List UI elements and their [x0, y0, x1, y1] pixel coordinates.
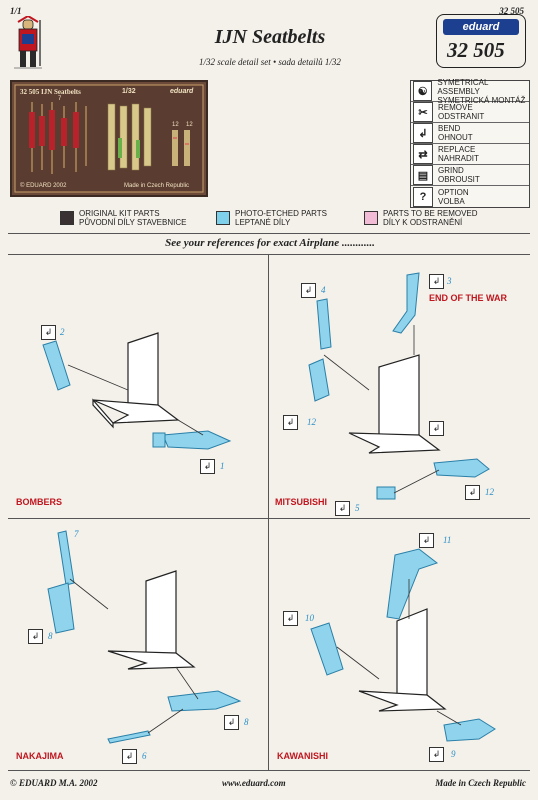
- sheet-code: 32 505: [499, 6, 524, 16]
- bend-step-icon: ↲: [429, 274, 444, 289]
- fret-title: 32 505 IJN Seatbelts: [20, 88, 81, 96]
- part-number: 8: [244, 717, 249, 727]
- bend-step-icon: ↲: [301, 283, 316, 298]
- legend-label: REMOVE: [438, 103, 473, 112]
- color-key: [60, 209, 520, 231]
- page-title: IJN Seatbelts: [214, 26, 326, 48]
- bend-icon: ↲: [413, 123, 433, 143]
- fret-number: 12: [172, 122, 179, 128]
- legend-label: ODSTRANIT: [438, 112, 485, 121]
- legend-label: OHNOUT: [438, 133, 473, 142]
- key-label: DÍLY K ODSTRANĚNÍ: [383, 218, 463, 227]
- fret-number: 12: [186, 122, 193, 128]
- bend-step-icon: ↲: [200, 459, 215, 474]
- part-number: 6: [142, 751, 147, 761]
- part-number: 5: [355, 503, 360, 513]
- brand-box: [436, 14, 526, 68]
- bend-step-icon: ↲: [335, 501, 350, 516]
- bend-step-icon: ↲: [224, 715, 239, 730]
- legend-label: OBROUSIT: [438, 175, 480, 184]
- footer-made-in: Made in Czech Republic: [435, 778, 526, 788]
- part-number: 2: [60, 327, 65, 337]
- legend-row: [411, 123, 529, 144]
- part-number: 3: [447, 276, 452, 286]
- panel-label: BOMBERS: [16, 497, 63, 507]
- part-number: 10: [305, 613, 314, 623]
- legend-label: VOLBA: [438, 196, 465, 206]
- panel-label: MITSUBISHI: [275, 497, 328, 507]
- key-label: PHOTO-ETCHED PARTS: [235, 209, 328, 218]
- remove-icon: ✂: [413, 102, 433, 122]
- fret-illustration: [12, 82, 206, 195]
- legend-label: GRIND: [438, 166, 464, 175]
- symmetrical-assembly-icon: ☯: [413, 81, 432, 101]
- panel-nakajima: [8, 519, 268, 769]
- key-original-parts: [60, 209, 186, 227]
- fret-brand: eduard: [170, 88, 194, 95]
- product-number: 32 505: [447, 38, 505, 62]
- bend-step-icon: ↲: [283, 415, 298, 430]
- key-label: LEPTANÉ DÍLY: [235, 218, 291, 227]
- samurai-mascot-icon: [10, 16, 46, 72]
- key-label: PŮVODNÍ DÍLY STAVEBNICE: [79, 218, 187, 227]
- panel-bombers: [8, 255, 268, 517]
- symbol-legend: [410, 77, 530, 208]
- sheet-number: 1/1: [10, 6, 22, 16]
- panel-mitsubishi: [269, 255, 530, 517]
- photo-etched-swatch: [216, 211, 230, 225]
- legend-label: OPTION: [438, 187, 469, 197]
- nakajima-diagram: [8, 519, 268, 769]
- fret-number: 7: [58, 96, 62, 102]
- footer-copyright: © EDUARD M.A. 2002: [10, 778, 98, 788]
- bend-step-icon: ↲: [429, 421, 444, 436]
- legend-label: BEND: [438, 124, 461, 133]
- bend-step-icon: ↲: [283, 611, 298, 626]
- bend-step-icon: ↲: [122, 749, 137, 764]
- part-number: 1: [220, 461, 225, 471]
- bend-step-icon: ↲: [465, 485, 480, 500]
- part-number: 8: [48, 631, 53, 641]
- footer-website[interactable]: www.eduard.com: [222, 778, 286, 788]
- key-label: ORIGINAL KIT PARTS: [79, 209, 160, 218]
- bend-step-icon: ↲: [429, 747, 444, 762]
- references-note: See your references for exact Airplane ............: [165, 237, 375, 249]
- panel-label: KAWANISHI: [277, 751, 329, 761]
- legend-label: REPLACE: [438, 145, 476, 154]
- legend-row: [411, 144, 529, 165]
- part-number: 11: [443, 535, 452, 545]
- end-of-war-note: END OF THE WAR: [429, 293, 507, 303]
- fret-scale: 1/32: [122, 88, 136, 95]
- kawanishi-diagram: [269, 519, 530, 769]
- eduard-logo: eduard: [443, 19, 519, 35]
- legend-row: [411, 186, 529, 207]
- panel-kawanishi: [269, 519, 530, 769]
- divider: [8, 233, 530, 234]
- option-icon: ?: [413, 187, 433, 207]
- fret-copyright: © EDUARD 2002: [20, 183, 67, 189]
- fret-made-in: Made in Czech Republic: [124, 183, 190, 189]
- legend-label: SYMETRICKÁ MONTÁŽ: [437, 95, 526, 105]
- key-photo-etched-parts: [216, 209, 327, 227]
- part-number: 12: [485, 487, 494, 497]
- remove-parts-swatch: [364, 211, 378, 225]
- legend-row: [411, 102, 529, 123]
- key-parts-to-remove: [364, 209, 478, 227]
- part-number: 12: [307, 417, 316, 427]
- part-number: 9: [451, 749, 456, 759]
- photo-etch-fret-photo: [10, 80, 208, 197]
- legend-label: SYMETRICAL ASSEMBLY: [437, 77, 489, 96]
- bend-step-icon: ↲: [28, 629, 43, 644]
- replace-icon: ⇄: [413, 144, 433, 164]
- original-parts-swatch: [60, 211, 74, 225]
- bend-step-icon: ↲: [419, 533, 434, 548]
- divider: [8, 770, 530, 771]
- legend-row: [411, 77, 529, 105]
- key-label: PARTS TO BE REMOVED: [383, 209, 478, 218]
- part-number: 4: [321, 285, 326, 295]
- legend-label: NAHRADIT: [438, 154, 479, 163]
- part-number: 7: [74, 529, 79, 539]
- grind-icon: ▤: [413, 165, 433, 185]
- bombers-diagram: [8, 255, 268, 517]
- legend-row: [411, 165, 529, 186]
- bend-step-icon: ↲: [41, 325, 56, 340]
- panel-label: NAKAJIMA: [16, 751, 64, 761]
- page-subtitle: 1/32 scale detail set • sada detailů 1/32: [199, 57, 341, 67]
